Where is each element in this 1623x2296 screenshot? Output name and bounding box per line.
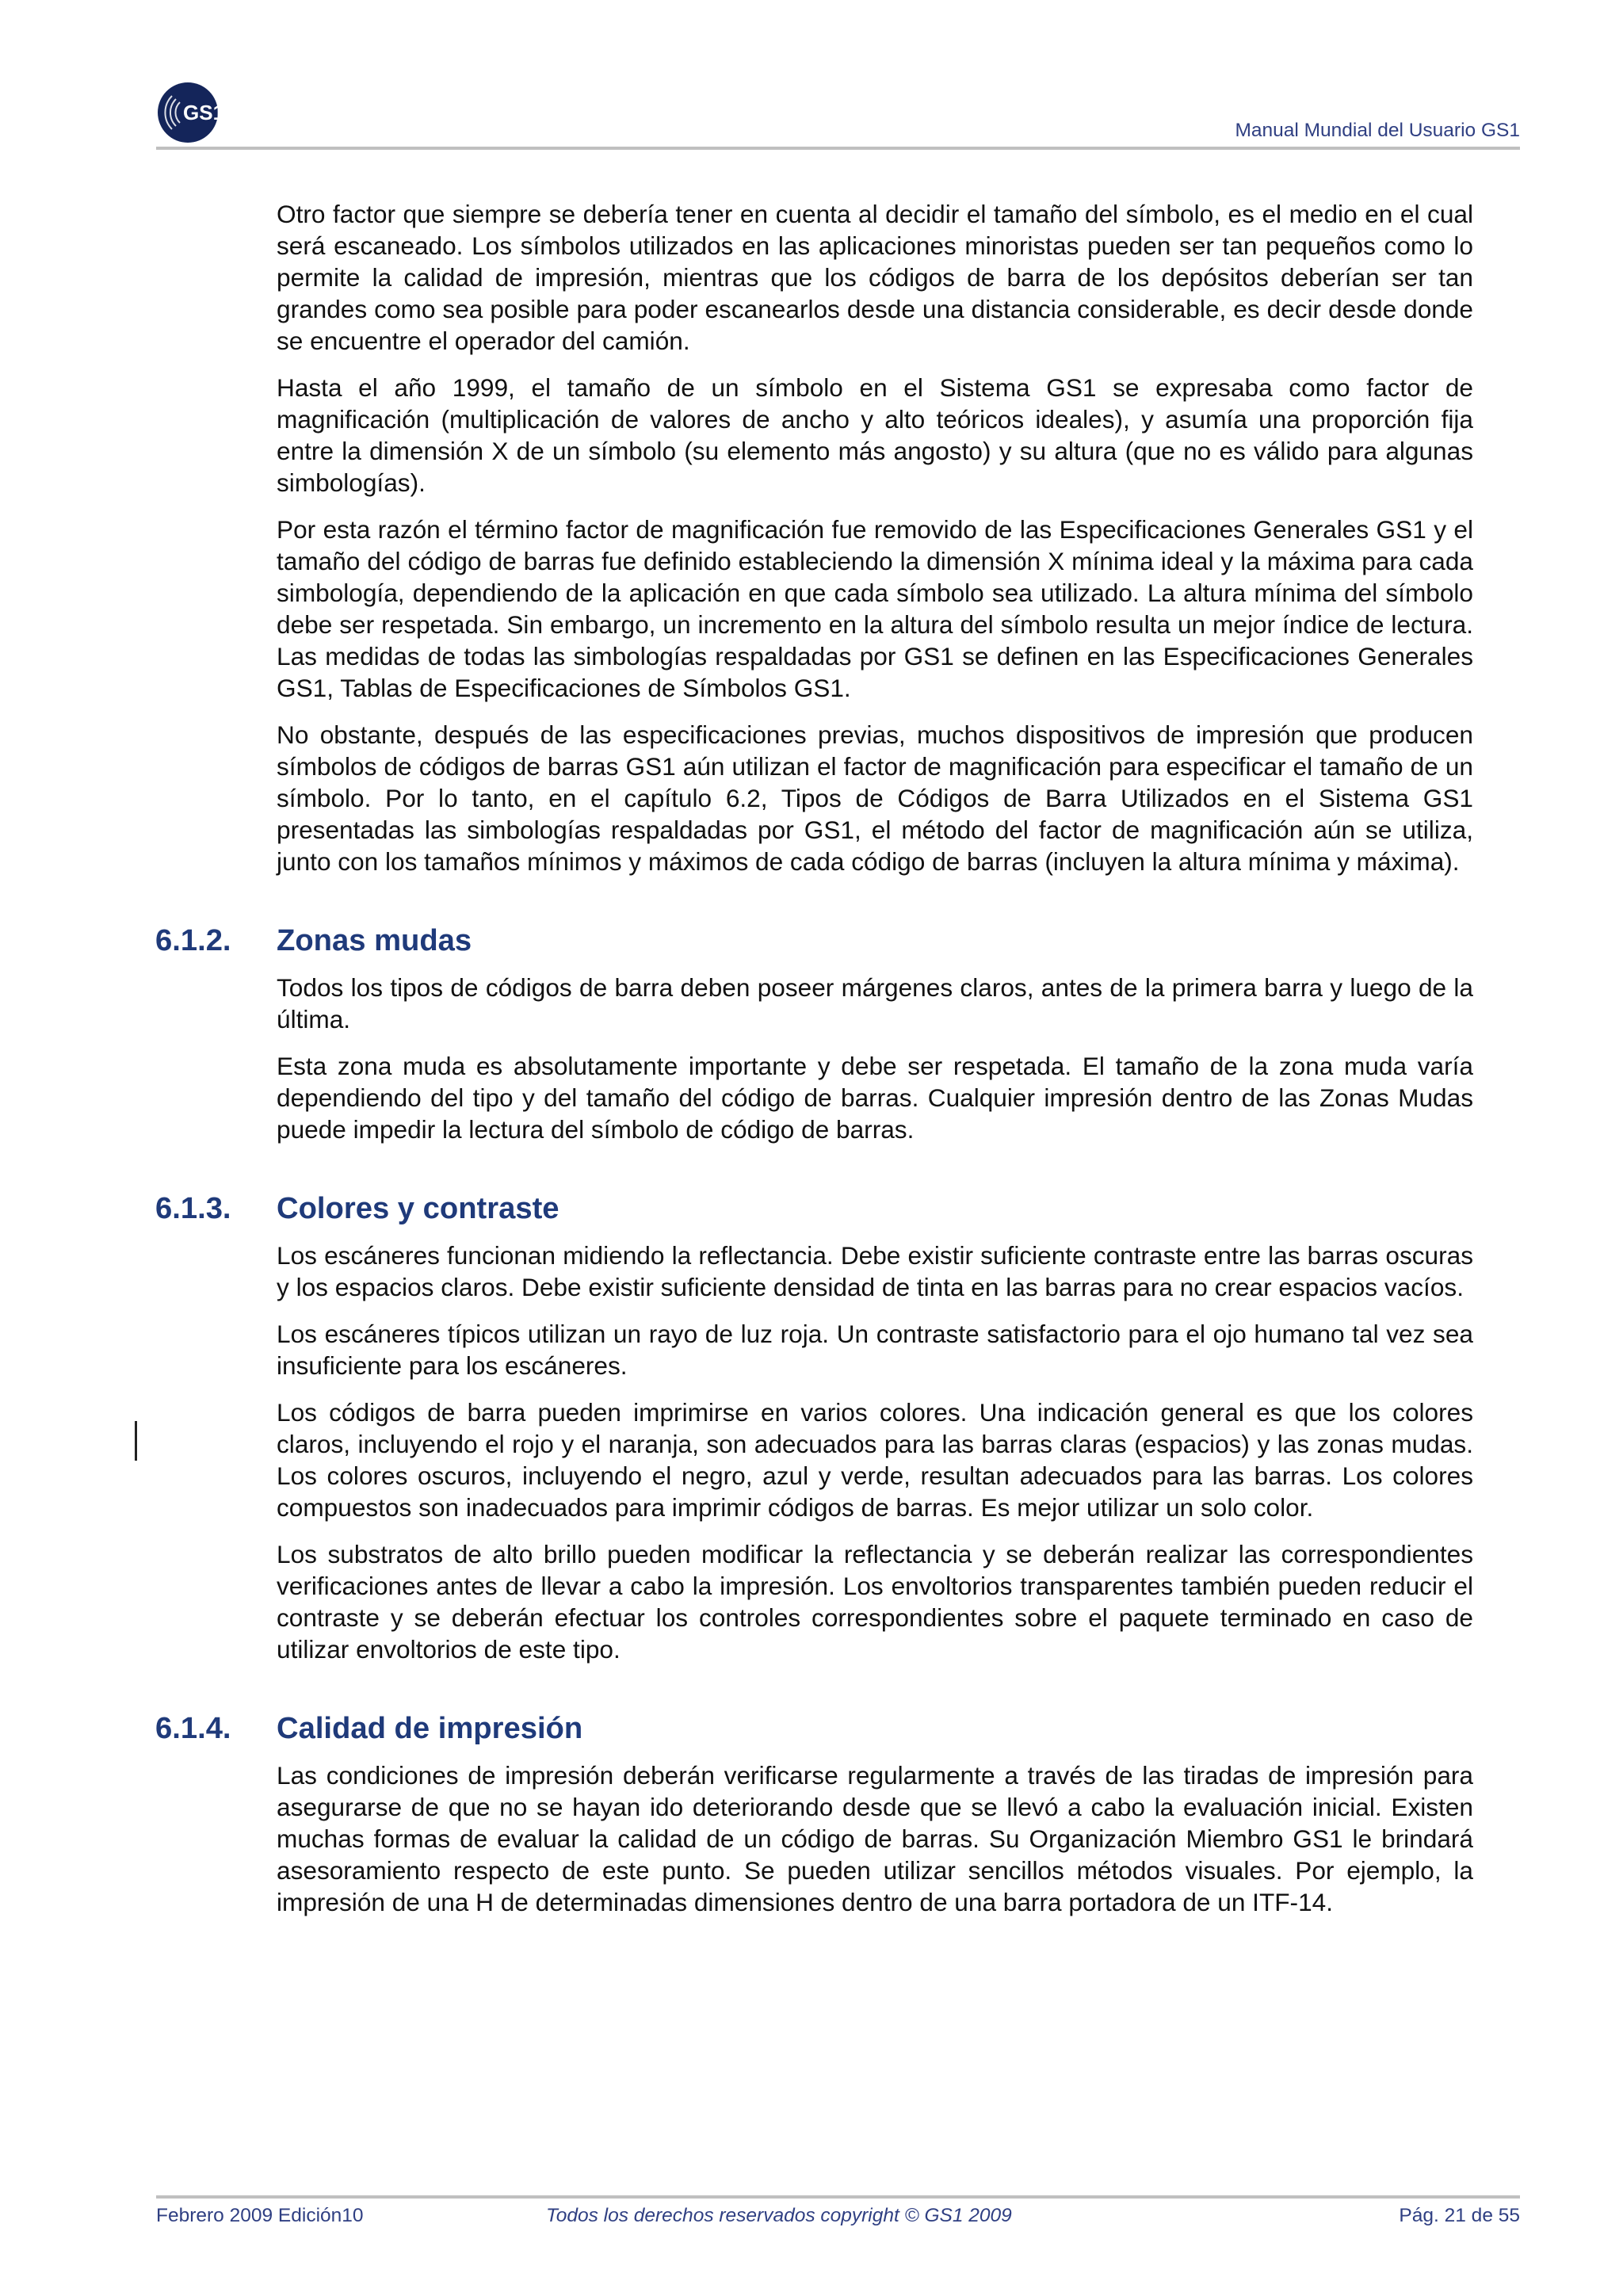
- section-title: Zonas mudas: [277, 923, 472, 957]
- section-number: 6.1.2.: [155, 923, 231, 957]
- paragraph: Los substratos de alto brillo pueden modificar la reflectancia y se deberán realizar las correspondientes verificaciones antes de llevar a cabo la impresión. Los envoltorios transparentes también pueden reducir el contraste y se deberán efectuar los controles correspondientes sobre el paquete terminado en caso de utilizar envoltorios de este tipo.: [277, 1540, 1473, 1664]
- section-title: Colores y contraste: [277, 1191, 559, 1225]
- footer-page-number: Pág. 21 de 55: [1399, 2205, 1520, 2226]
- paragraph: Los escáneres funcionan midiendo la reflectancia. Debe existir suficiente contraste entre las barras oscuras y los espacios claros. Debe existir suficiente densidad de tinta en las barras para no crear espacios vacíos.: [277, 1241, 1473, 1301]
- section-calidad-impresion: [155, 1710, 1473, 1918]
- footer-copyright: Todos los derechos reservados copyright © GS1 2009: [546, 2205, 1012, 2226]
- section-title: Calidad de impresión: [277, 1711, 583, 1745]
- footer-edition: Febrero 2009 Edición10: [156, 2205, 364, 2226]
- intro: [277, 198, 1473, 877]
- gs1-logo: [156, 80, 232, 145]
- section-zonas-mudas: [155, 922, 1473, 1145]
- paragraph: Todos los tipos de códigos de barra deben poseer márgenes claros, antes de la primera barra y luego de la última.: [277, 973, 1473, 1033]
- paragraph: No obstante, después de las especificaciones previas, muchos dispositivos de impresión que producen símbolos de códigos de barras GS1 aún utilizan el factor de magnificación para especificar el tamaño de un símbolo. Por lo tanto, en el capítulo 6.2, Tipos de Códigos de Barra Utilizados en el Sistema GS1 presentadas las simbologías respaldadas por GS1, el método del factor de magnificación aún se utiliza, junto con los tamaños mínimos y máximos de cada código de barras (incluyen la altura mínima y máxima).: [277, 720, 1473, 876]
- logo-text: GS1: [183, 101, 225, 124]
- section-colores-contraste: [155, 1190, 1473, 1665]
- section-number: 6.1.4.: [155, 1711, 231, 1745]
- document-body: [155, 198, 1473, 1933]
- header-title: Manual Mundial del Usuario GS1: [1235, 120, 1520, 141]
- header-divider: [156, 147, 1520, 150]
- revision-change-bar: [135, 1421, 137, 1461]
- paragraph: Los códigos de barra pueden imprimirse en varios colores. Una indicación general es que los colores claros, incluyendo el rojo y el naranja, son adecuados para las barras claras (espacios) y las zonas mudas. Los colores oscuros, incluyendo el negro, azul y verde, resultan adecuados para las barras. Los colores compuestos son inadecuados para imprimir códigos de barras. Es mejor utilizar un solo color.: [277, 1398, 1473, 1522]
- paragraph: Otro factor que siempre se debería tener en cuenta al decidir el tamaño del símbolo, es el medio en el cual será escaneado. Los símbolos utilizados en las aplicaciones minoristas pueden ser tan pequeños como lo permite la calidad de impresión, mientras que los códigos de barra de los depósitos deberían ser tan grandes como sea posible para poder escanearlos desde una distancia considerable, es decir desde donde se encuentre el operador del camión.: [277, 200, 1473, 355]
- paragraph: Los escáneres típicos utilizan un rayo de luz roja. Un contraste satisfactorio para el ojo humano tal vez sea insuficiente para los escáneres.: [277, 1320, 1473, 1380]
- paragraph: Las condiciones de impresión deberán verificarse regularmente a través de las tiradas de impresión para asegurarse de que no se hayan ido deteriorando desde que se llevó a cabo la evaluación inicial. Existen muchas formas de evaluar la calidad de un código de barras. Su Organización Miembro GS1 le brindará asesoramiento respecto de este punto. Se pueden utilizar sencillos métodos visuales. Por ejemplo, la impresión de una H de determinadas dimensiones dentro de una barra portadora de un ITF-14.: [277, 1761, 1473, 1916]
- paragraph: Hasta el año 1999, el tamaño de un símbolo en el Sistema GS1 se expresaba como factor de magnificación (multiplicación de valores de ancho y alto teóricos ideales), y asumía una proporción fija entre la dimensión X de un símbolo (su elemento más angosto) y su altura (que no es válido para algunas simbologías).: [277, 373, 1473, 497]
- paragraph: Por esta razón el término factor de magnificación fue removido de las Especificaciones Generales GS1 y el tamaño del código de barras fue definido estableciendo la dimensión X mínima ideal y la máxima para cada simbología, dependiendo de la aplicación en que cada símbolo sea utilizado. La altura mínima del símbolo debe ser respetada. Sin embargo, un incremento en la altura del símbolo resulta un mejor índice de lectura. Las medidas de todas las simbologías respaldadas por GS1 se definen en las Especificaciones Generales GS1, Tablas de Especificaciones de Símbolos GS1.: [277, 515, 1473, 702]
- footer-divider: [156, 2195, 1520, 2199]
- paragraph: Esta zona muda es absolutamente importante y debe ser respetada. El tamaño de la zona muda varía dependiendo del tipo y del tamaño del código de barras. Cualquier impresión dentro de las Zonas Mudas puede impedir la lectura del símbolo de código de barras.: [277, 1052, 1473, 1144]
- section-number: 6.1.3.: [155, 1191, 231, 1225]
